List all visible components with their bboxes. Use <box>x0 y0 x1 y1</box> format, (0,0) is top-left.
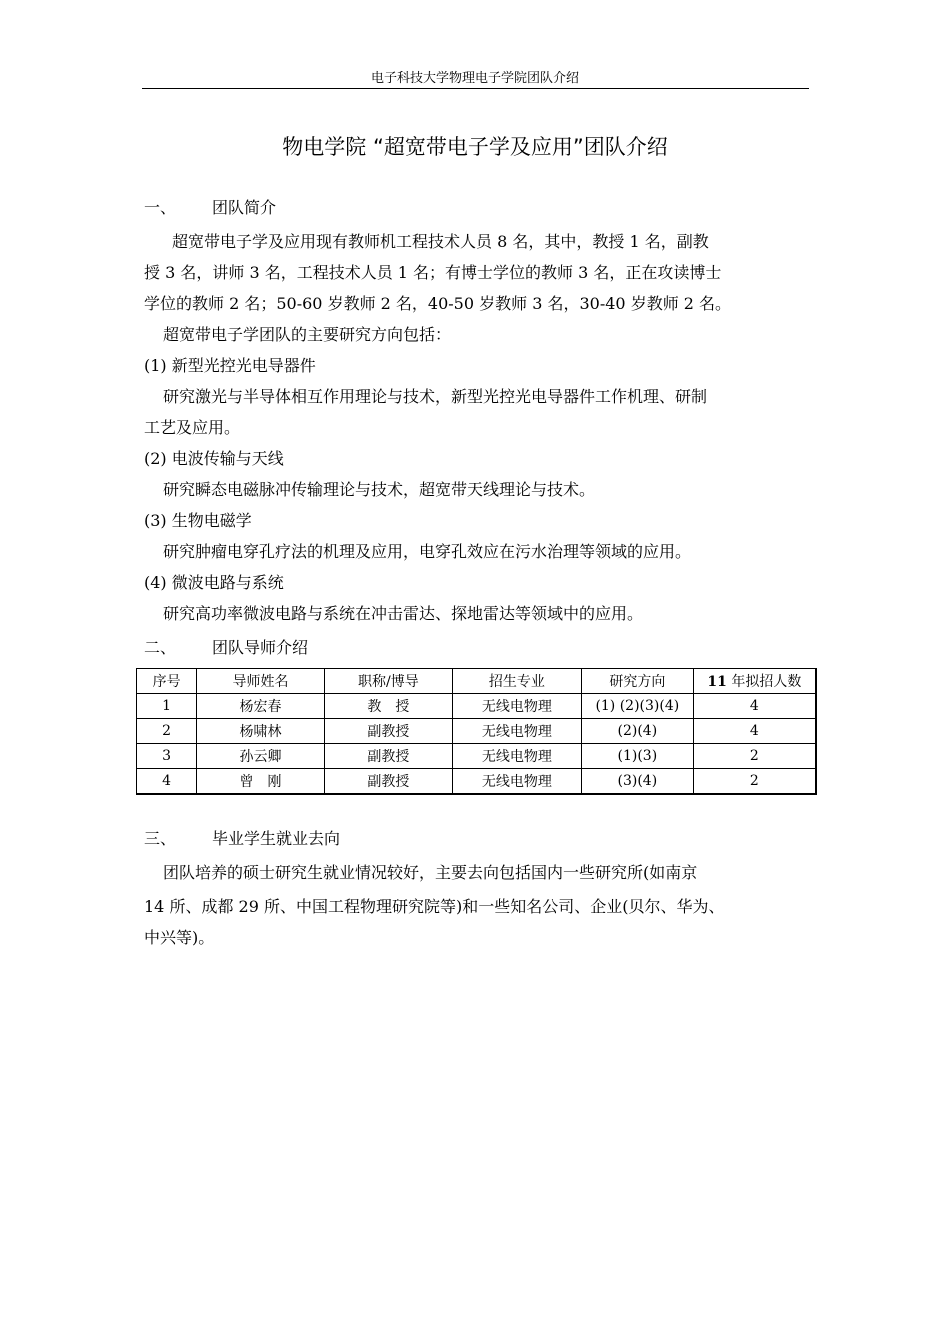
page-header: 电子科技大学物理电子学院团队介绍 <box>370 71 579 86</box>
section2-number: 二、 <box>144 638 177 657</box>
cell-major: 无线电物理 <box>452 694 581 719</box>
table-row <box>137 744 817 769</box>
header-enrollment <box>693 669 816 694</box>
employment-line-2: 14 所、成都 29 所、中国工程物理研究院等)和一些知名公司、企业(贝尔、华为、 <box>144 897 725 916</box>
cell-index: 1 <box>137 694 197 719</box>
header-research-direction: 研究方向 <box>581 669 693 694</box>
table-row <box>137 769 817 795</box>
cell-research-direction: (1)(3) <box>581 744 693 769</box>
cell-major: 无线电物理 <box>452 744 581 769</box>
directions-intro: 超宽带电子学团队的主要研究方向包括： <box>163 325 452 344</box>
cell-mentor-name: 杨宏春 <box>197 694 325 719</box>
direction-4-line-1: 研究高功率微波电路与系统在冲击雷达、探地雷达等领域中的应用。 <box>163 604 644 623</box>
section3-title: 毕业学生就业去向 <box>212 829 341 848</box>
section1-number: 一、 <box>144 198 177 217</box>
direction-2-line-1: 研究瞬态电磁脉冲传输理论与技术，超宽带天线理论与技术。 <box>163 480 596 499</box>
header-mentor-name: 导师姓名 <box>197 669 325 694</box>
section3-number: 三、 <box>144 829 177 848</box>
direction-1-heading: (1) 新型光控光电导器件 <box>144 356 316 375</box>
mentor-table <box>136 668 817 795</box>
cell-research-direction: (1) (2)(3)(4) <box>581 694 693 719</box>
cell-major: 无线电物理 <box>452 719 581 744</box>
cell-mentor-name: 孙云卿 <box>197 744 325 769</box>
table-header-row <box>137 669 817 694</box>
cell-title: 教 授 <box>324 694 452 719</box>
cell-enrollment: 4 <box>693 694 816 719</box>
cell-mentor-name: 曾 刚 <box>197 769 325 795</box>
cell-index: 2 <box>137 719 197 744</box>
employment-line-3: 中兴等)。 <box>144 928 215 947</box>
cell-research-direction: (2)(4) <box>581 719 693 744</box>
cell-enrollment: 2 <box>693 769 816 795</box>
direction-1-line-2: 工艺及应用。 <box>144 418 241 437</box>
header-enrollment-label: 年拟招人数 <box>726 674 802 690</box>
direction-4-heading: (4) 微波电路与系统 <box>144 573 284 592</box>
section3-heading <box>144 828 340 850</box>
intro-line-3: 学位的教师 2 名；50-60 岁教师 2 名，40-50 岁教师 3 名，30-40 岁教师 2 名。 <box>144 294 732 313</box>
header-rule <box>142 88 809 89</box>
header-enrollment-year: 11 <box>707 674 727 690</box>
document-title: 物电学院 “超宽带电子学及应用”团队介绍 <box>282 135 668 159</box>
direction-1-line-1: 研究激光与半导体相互作用理论与技术，新型光控光电导器件工作机理、研制 <box>163 387 708 406</box>
header-index: 序号 <box>137 669 197 694</box>
direction-3-line-1: 研究肿瘤电穿孔疗法的机理及应用，电穿孔效应在污水治理等领域的应用。 <box>163 542 692 561</box>
cell-index: 3 <box>137 744 197 769</box>
section1-title: 团队简介 <box>212 198 277 217</box>
header-major: 招生专业 <box>452 669 581 694</box>
direction-3-heading: (3) 生物电磁学 <box>144 511 252 530</box>
table-row <box>137 694 817 719</box>
cell-enrollment: 4 <box>693 719 816 744</box>
cell-enrollment: 2 <box>693 744 816 769</box>
cell-major: 无线电物理 <box>452 769 581 795</box>
employment-line-1: 团队培养的硕士研究生就业情况较好，主要去向包括国内一些研究所(如南京 <box>163 863 698 882</box>
cell-title: 副教授 <box>324 744 452 769</box>
header-title: 职称/博导 <box>324 669 452 694</box>
cell-mentor-name: 杨啸林 <box>197 719 325 744</box>
section2-title: 团队导师介绍 <box>212 638 309 657</box>
cell-research-direction: (3)(4) <box>581 769 693 795</box>
section1-heading <box>144 197 276 219</box>
cell-index: 4 <box>137 769 197 795</box>
direction-2-heading: (2) 电波传输与天线 <box>144 449 284 468</box>
cell-title: 副教授 <box>324 719 452 744</box>
table-row <box>137 719 817 744</box>
section2-heading <box>144 637 308 659</box>
intro-line-2: 授 3 名，讲师 3 名，工程技术人员 1 名；有博士学位的教师 3 名，正在攻读博士 <box>144 263 722 282</box>
cell-title: 副教授 <box>324 769 452 795</box>
intro-line-1: 超宽带电子学及应用现有教师机工程技术人员 8 名，其中，教授 1 名，副教 <box>172 232 709 251</box>
